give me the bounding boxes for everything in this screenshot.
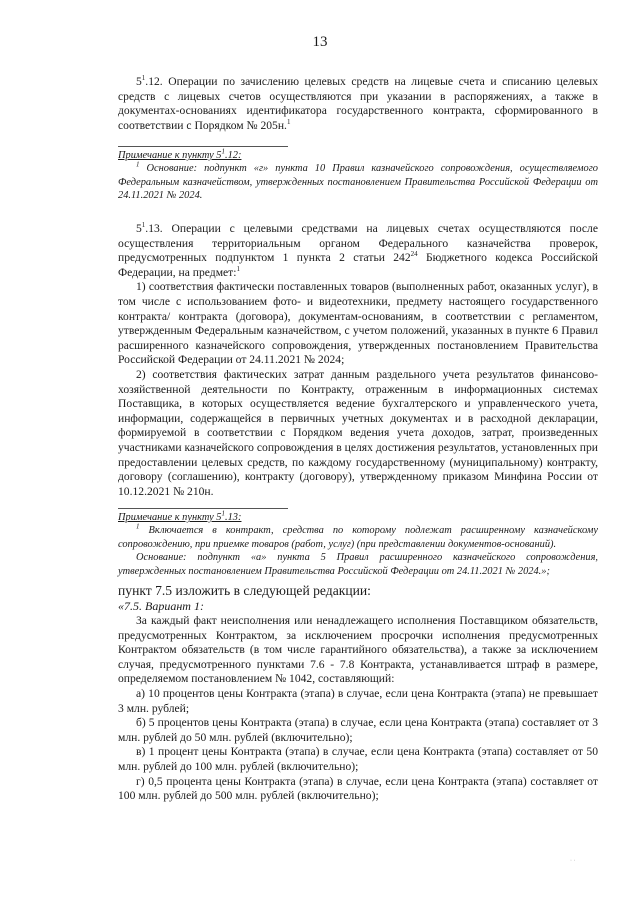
- note-5-1-12: [118, 146, 598, 203]
- section-7-5: [118, 582, 598, 804]
- list-item-1: 1) соответствия фактически поставленных товаров (выполненных работ, оказанных услуг), в том числе с использованием фото- и видеотехники, предмету настоящего государственного контракта/ контракта (договора), документам-основаниям, в соответствии с регламентом, утвержденным Федеральным казначейством, с учетом положений, указанных в пункте 6 Правил расширенного казначейского сопровождения, утвержденных постановлением Правительства Российской Федерации от 24.11.2021 № 2024;: [118, 280, 598, 367]
- note-text: $^1$ Включается в контракт, средства по которому подлежат расширенному казначейскому сопровождению, при приемке товаров (работ, услуг) (при представлении документов-оснований).: [118, 522, 598, 550]
- note-text: $^1$ Основание: подпункт «г» пункта 10 Правил казначейского сопровождения, осуществляемого Федеральным казначейством, утвержденных постановлением Правительства Российской Федерации от 24.11.2021 № 2024.: [118, 160, 598, 201]
- amendment-heading: пункт 7.5 изложить в следующей редакции:: [118, 583, 371, 598]
- note-divider: [118, 146, 288, 147]
- section-5-1-12: [118, 75, 598, 133]
- fine-item: б) 5 процентов цены Контракта (этапа) в случае, если цена Контракта (этапа) составляет от 3 млн. рублей до 50 млн. рублей (включительно);: [118, 716, 598, 744]
- paragraph-5-1-13: $5^1.13$. Операции с целевыми средствами на лицевых счетах осуществляются после осуществления территориальным органом Федерального казначейства проверок, предусмотренных подпунктом 1 пункта 2 статьи $242^{24}$ Бюджетного кодекса Российской Федерации, на предмет:$^1$: [118, 221, 598, 279]
- page-number: 13: [312, 34, 328, 50]
- paragraph-5-1-12: $5^1.12$. Операции по зачислению целевых средств на лицевые счета и списанию целевых средств с лицевых счетов осуществляются при указании в распоряжениях, а также в документах-основаниях идентификатора государственного контракта, сформированного в соответствии с Порядком № 205н.$^1$: [118, 74, 598, 132]
- fine-item: в) 1 процент цены Контракта (этапа) в случае, если цена Контракта (этапа) составляет от 50 млн. рублей до 100 млн. рублей (включительно);: [118, 745, 598, 773]
- note-title: Примечание к пункту $5^1.13$:: [118, 509, 242, 523]
- note-divider: [118, 508, 288, 509]
- variant-label: «7.5. Вариант 1:: [118, 599, 204, 613]
- scan-mark: · ·: [570, 858, 576, 864]
- fine-item: г) 0,5 процента цены Контракта (этапа) в случае, если цена Контракта (этапа) составляет от 100 млн. рублей до 500 млн. рублей (включительно);: [118, 774, 598, 803]
- fine-item: а) 10 процентов цены Контракта (этапа) в случае, если цена Контракта (этапа) не превышает 3 млн. рублей;: [118, 686, 598, 715]
- note-title: Примечание к пункту $5^1.12$:: [118, 147, 242, 161]
- list-item-2: 2) соответствия фактических затрат данным раздельного учета результатов финансово-хозяйственной деятельности по Контракту, отраженным в информационных системах Поставщика, в которых осуществляется ведение бухгалтерского и управленческого учета, информации, содержащейся в первичных учетных документах и в расходной декларации, формируемой в соответствии с Порядком ведения учета доходов, затрат, произведенных участниками казначейского сопровождения в целях достижения результатов, установленных при предоставлении целевых средств, по каждому государственному (муниципальному) контракту, договору (соглашению), контракту (договору), утвержденному приказом Минфина России от 10.12.2021 № 210н.: [118, 367, 598, 498]
- note-basis: Основание: подпункт «а» пункта 5 Правил расширенного казначейского сопровождения, утвержденных постановлением Правительства Российской Федерации от 24.11.2021 № 2024.»;: [118, 552, 598, 577]
- section-5-1-13: [118, 222, 598, 499]
- note-5-1-13: [118, 508, 598, 578]
- paragraph-7-5: За каждый факт неисполнения или ненадлежащего исполнения Поставщиком обязательств, предусмотренных Контрактом, за исключением просрочки исполнения предусмотренных Контрактом обязательств (в том числе гарантийного обязательства), а также за исключением случая, предусмотренного пунктами 7.6 - 7.8 Контракта, устанавливается штраф в размере, определяемом постановлением № 1042, составляющий:: [118, 614, 598, 686]
